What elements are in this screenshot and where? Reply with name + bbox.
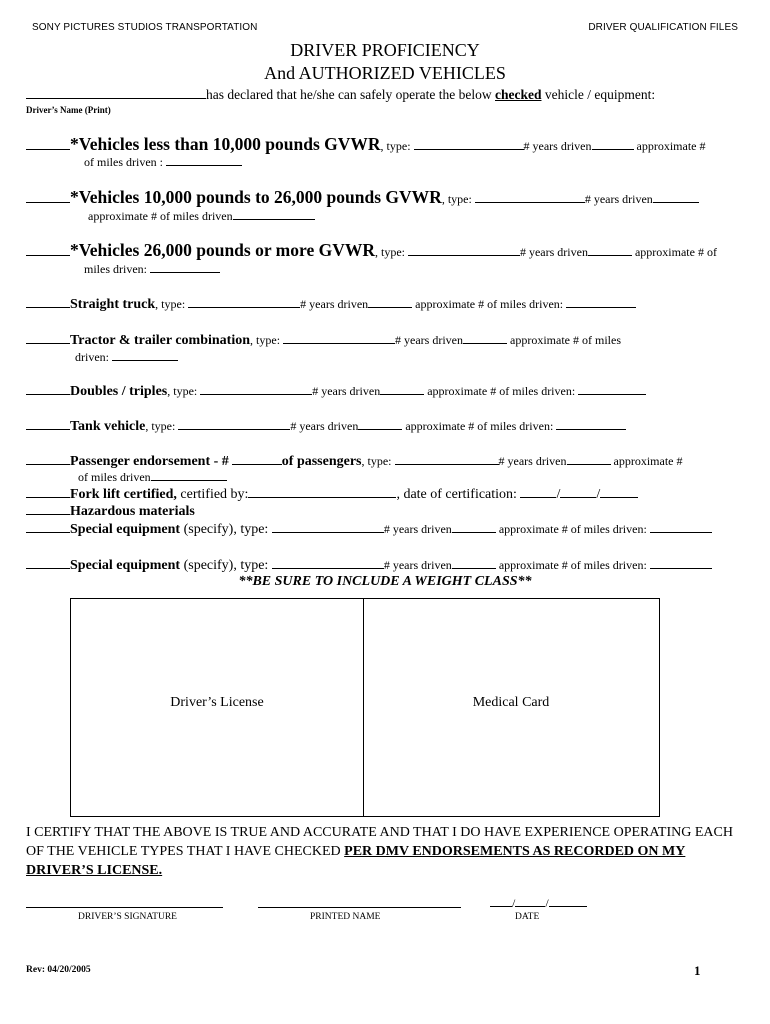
special-equipment-1-row: Special equipment (specify), type: # years driven approximate # of miles driven: [26,521,744,537]
passenger-endorsement-cont: of miles driven [78,469,227,485]
check-field[interactable] [26,383,70,395]
cert-year-field[interactable] [600,486,638,498]
check-field[interactable] [26,486,70,498]
vehicle-less-10000-cont: of miles driven : [84,154,242,170]
weight-class-note: **BE SURE TO INCLUDE A WEIGHT CLASS** [238,574,532,589]
revision-label: Rev: 04/20/2005 [26,965,91,975]
driver-signature-line[interactable] [26,907,223,908]
type-field[interactable] [475,191,585,203]
straight-truck-row: Straight truck, type: # years driven approximate # of miles driven: [26,296,744,312]
date-year-field[interactable] [549,895,587,907]
check-field[interactable] [26,191,70,203]
header-left: SONY PICTURES STUDIOS TRANSPORTATION [32,22,258,33]
type-field[interactable] [272,521,384,533]
header-right: DRIVER QUALIFICATION FILES [588,22,738,33]
tractor-trailer-row: Tractor & trailer combination, type: # years driven approximate # of miles [26,332,744,348]
miles-field[interactable] [150,261,220,273]
cert-month-field[interactable] [520,486,556,498]
cert-day-field[interactable] [560,486,596,498]
years-field[interactable] [592,138,634,150]
check-field[interactable] [26,332,70,344]
years-field[interactable] [358,418,402,430]
printed-name-label: PRINTED NAME [310,912,381,922]
years-field[interactable] [653,191,699,203]
miles-field[interactable] [112,349,178,361]
date-month-field[interactable] [490,895,512,907]
checked-word: checked [495,87,542,102]
date-day-field[interactable] [515,895,545,907]
years-field[interactable] [452,557,496,569]
miles-field[interactable] [650,521,712,533]
years-field[interactable] [567,453,611,465]
passenger-endorsement-row: Passenger endorsement - # of passengers, type: # years driven approximate # [26,453,744,469]
type-field[interactable] [200,383,312,395]
check-field[interactable] [26,244,70,256]
page-title: DRIVER PROFICIENCY [290,40,480,60]
type-field[interactable] [178,418,290,430]
check-field[interactable] [26,521,70,533]
passengers-count-field[interactable] [232,453,282,465]
vehicle-less-10000-row: *Vehicles less than 10,000 pounds GVWR, type: # years driven approximate # [26,137,744,153]
date-field[interactable]: / / [490,895,587,911]
type-field[interactable] [408,244,520,256]
certification-statement: I CERTIFY THAT THE ABOVE IS TRUE AND ACCURATE AND THAT I DO HAVE EXPERIENCE OPERATING EACH OF THE VEHICLE TYPES THAT I HAVE CHECKED PER DMV ENDORSEMENTS AS RECORDED ON MY DRIVER’S LICENSE. [26,825,733,878]
date-label: DATE [515,912,540,922]
page-number: 1 [694,963,701,978]
years-field[interactable] [368,296,412,308]
certified-by-field[interactable] [248,486,396,498]
tractor-trailer-cont: driven: [75,349,178,365]
driver-name-label: Driver’s Name (Print) [26,105,111,115]
miles-field[interactable] [566,296,636,308]
miles-field[interactable] [650,557,712,569]
vehicle-10000-26000-row: *Vehicles 10,000 pounds to 26,000 pounds GVWR, type: # years driven [26,190,744,206]
type-field[interactable] [272,557,384,569]
type-field[interactable] [395,453,499,465]
check-field[interactable] [26,418,70,430]
check-field[interactable] [26,453,70,465]
special-equipment-2-row: Special equipment (specify), type: # years driven approximate # of miles driven: [26,557,744,573]
printed-name-line[interactable] [258,907,461,908]
type-field[interactable] [414,138,524,150]
check-field[interactable] [26,557,70,569]
years-field[interactable] [452,521,496,533]
miles-field[interactable] [578,383,646,395]
declaration-line: has declared that he/she can safely operate the below checked vehicle / equipment: [26,87,744,102]
miles-field[interactable] [233,208,315,220]
years-field[interactable] [463,332,507,344]
drivers-license-box[interactable]: Driver’s License [170,695,264,710]
vehicle-26000-plus-cont: miles driven: [84,261,220,277]
miles-field[interactable] [166,154,242,166]
doubles-triples-row: Doubles / triples, type: # years driven approximate # of miles driven: [26,383,744,399]
vehicle-10000-26000-cont: approximate # of miles driven [88,208,315,224]
check-field[interactable] [26,296,70,308]
hazmat-row: Hazardous materials [26,503,744,519]
type-field[interactable] [283,332,395,344]
medical-card-box[interactable]: Medical Card [472,695,550,710]
tank-vehicle-row: Tank vehicle, type: # years driven approximate # of miles driven: [26,418,744,434]
type-field[interactable] [188,296,300,308]
miles-field[interactable] [556,418,626,430]
check-field[interactable] [26,503,70,515]
page-subtitle: And AUTHORIZED VEHICLES [264,63,506,83]
fork-lift-row: Fork lift certified, certified by: , date of certification: / / [26,486,744,502]
document-attachment-box [70,598,660,817]
miles-field[interactable] [151,469,227,481]
driver-signature-label: DRIVER’S SIGNATURE [78,912,177,922]
driver-name-field[interactable] [26,87,206,99]
vehicle-26000-plus-row: *Vehicles 26,000 pounds or more GVWR, type: # years driven approximate # of [26,243,744,259]
check-field[interactable] [26,138,70,150]
years-field[interactable] [380,383,424,395]
years-field[interactable] [588,244,632,256]
